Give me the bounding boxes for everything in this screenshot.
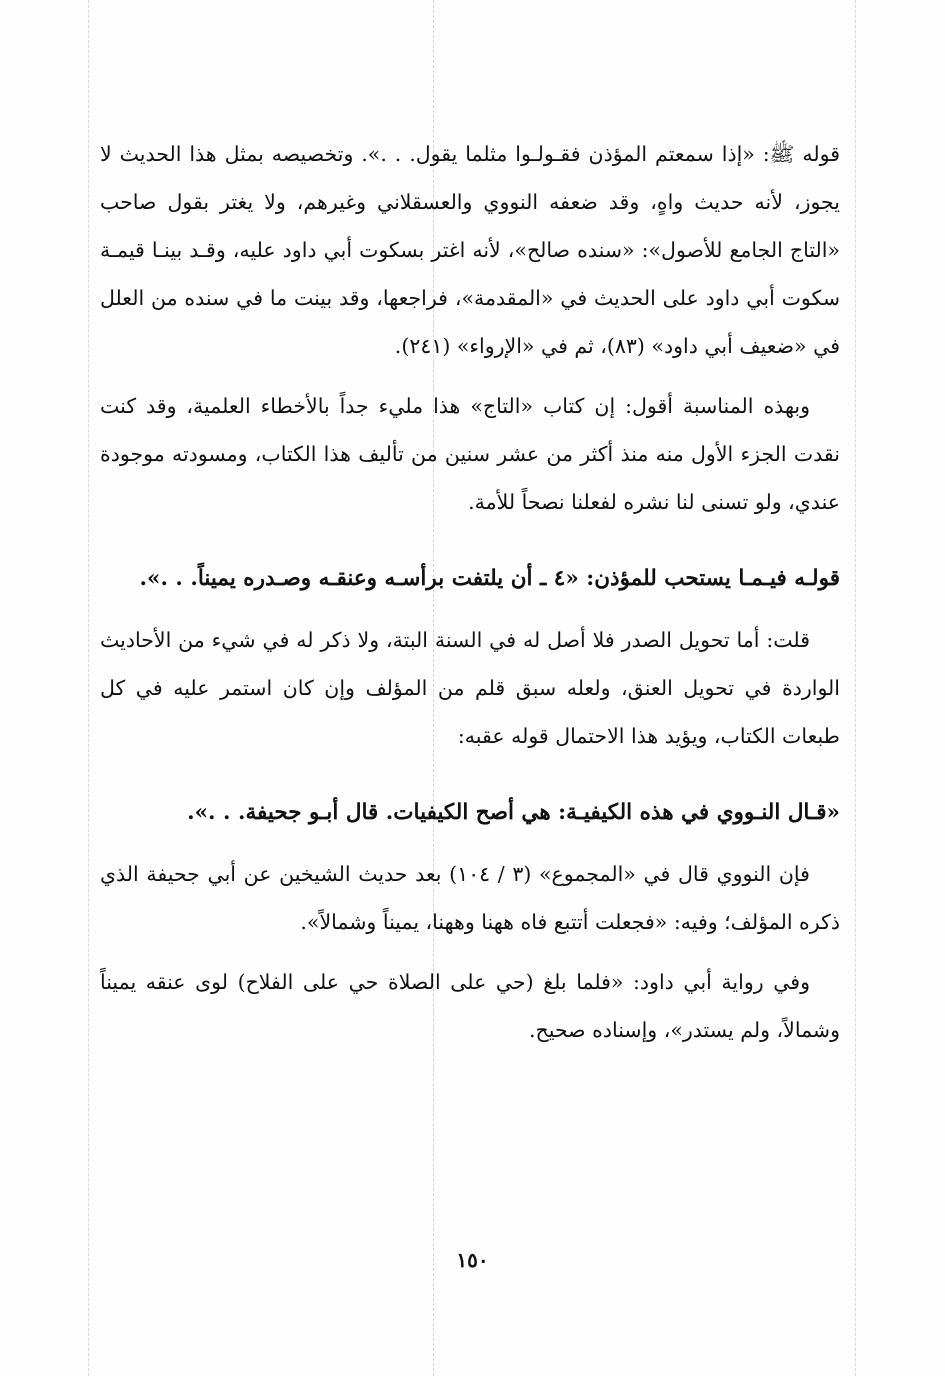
paragraph-abu-dawud-narration: وفي رواية أبي داود: «فلما بلغ (حي على الصلاة حي على الفلاح) لوى عنقه يميناً وشمالاً، ولم يستدر»، وإسناده صحيح.: [100, 970, 840, 1042]
paragraph-response: قلت: أما تحويل الصدر فلا أصل له في السنة البتة، ولا ذكر له في شيء من الأحاديث الواردة في تحويل العنق، ولعله سبق قلم من المؤلف وإن كان استمر عليه في كل طبعات الكتاب، ويؤيد هذا الاحتمال قوله عقبه:: [100, 628, 840, 748]
paragraph-hadith-commentary: قوله ﷺ: «إذا سمعتم المؤذن فقـولـوا مثلما يقول. . .». وتخصيصه بمثل هذا الحديث لا يجوز، لأنه حديث واهٍ، وقد ضعفه النووي والعسقلاني وغيرهم، ولا يغتر بقول صاحب «التاج الجامع للأصول»: «سنده صالح»، لأنه اغتر بسكوت أبي داود عليه، وقـد بينـا قيمـة سكوت أبي داود على الحديث في «المقدمة»، فراجعها، وقد بينت ما في سنده من العلل في «ضعيف أبي داود» (٨٣)، ثم في «الإرواء» (٢٤١).: [100, 142, 840, 358]
main-text-block: [100, 130, 840, 1054]
paragraph-taj-critique: وبهذه المناسبة أقول: إن كتاب «التاج» هذا مليء جداً بالأخطاء العلمية، وقد كنت نقدت الجزء الأول منه منذ أكثر من عشر سنين من تأليف هذا الكتاب، ومسودته موجودة عندي، ولو تسنى لنا نشره لفعلنا نصحاً للأمة.: [100, 394, 840, 514]
paragraph-majmu-reference: فإن النووي قال في «المجموع» (٣ / ١٠٤) بعد حديث الشيخين عن أبي جحيفة الذي ذكره المؤلف؛ وفيه: «فجعلت أتتبع فاه ههنا وههنا، يميناً وشمالاً».: [100, 862, 840, 934]
heading-quote-muezzin: قولـه فيـمـا يستحب للمؤذن: «٤ ـ أن يلتفت برأسـه وعنقـه وصـدره يميناً. . .».: [139, 566, 840, 591]
page-number: ١٥٠: [456, 1248, 489, 1272]
scan-artifact-line: [855, 0, 856, 1376]
heading-quote-nawawi: «قـال النـووي في هذه الكيفيـة: هي أصح الكيفيات. قال أبـو جحيفة. . .».: [187, 800, 840, 825]
scan-artifact-line: [88, 0, 89, 1376]
